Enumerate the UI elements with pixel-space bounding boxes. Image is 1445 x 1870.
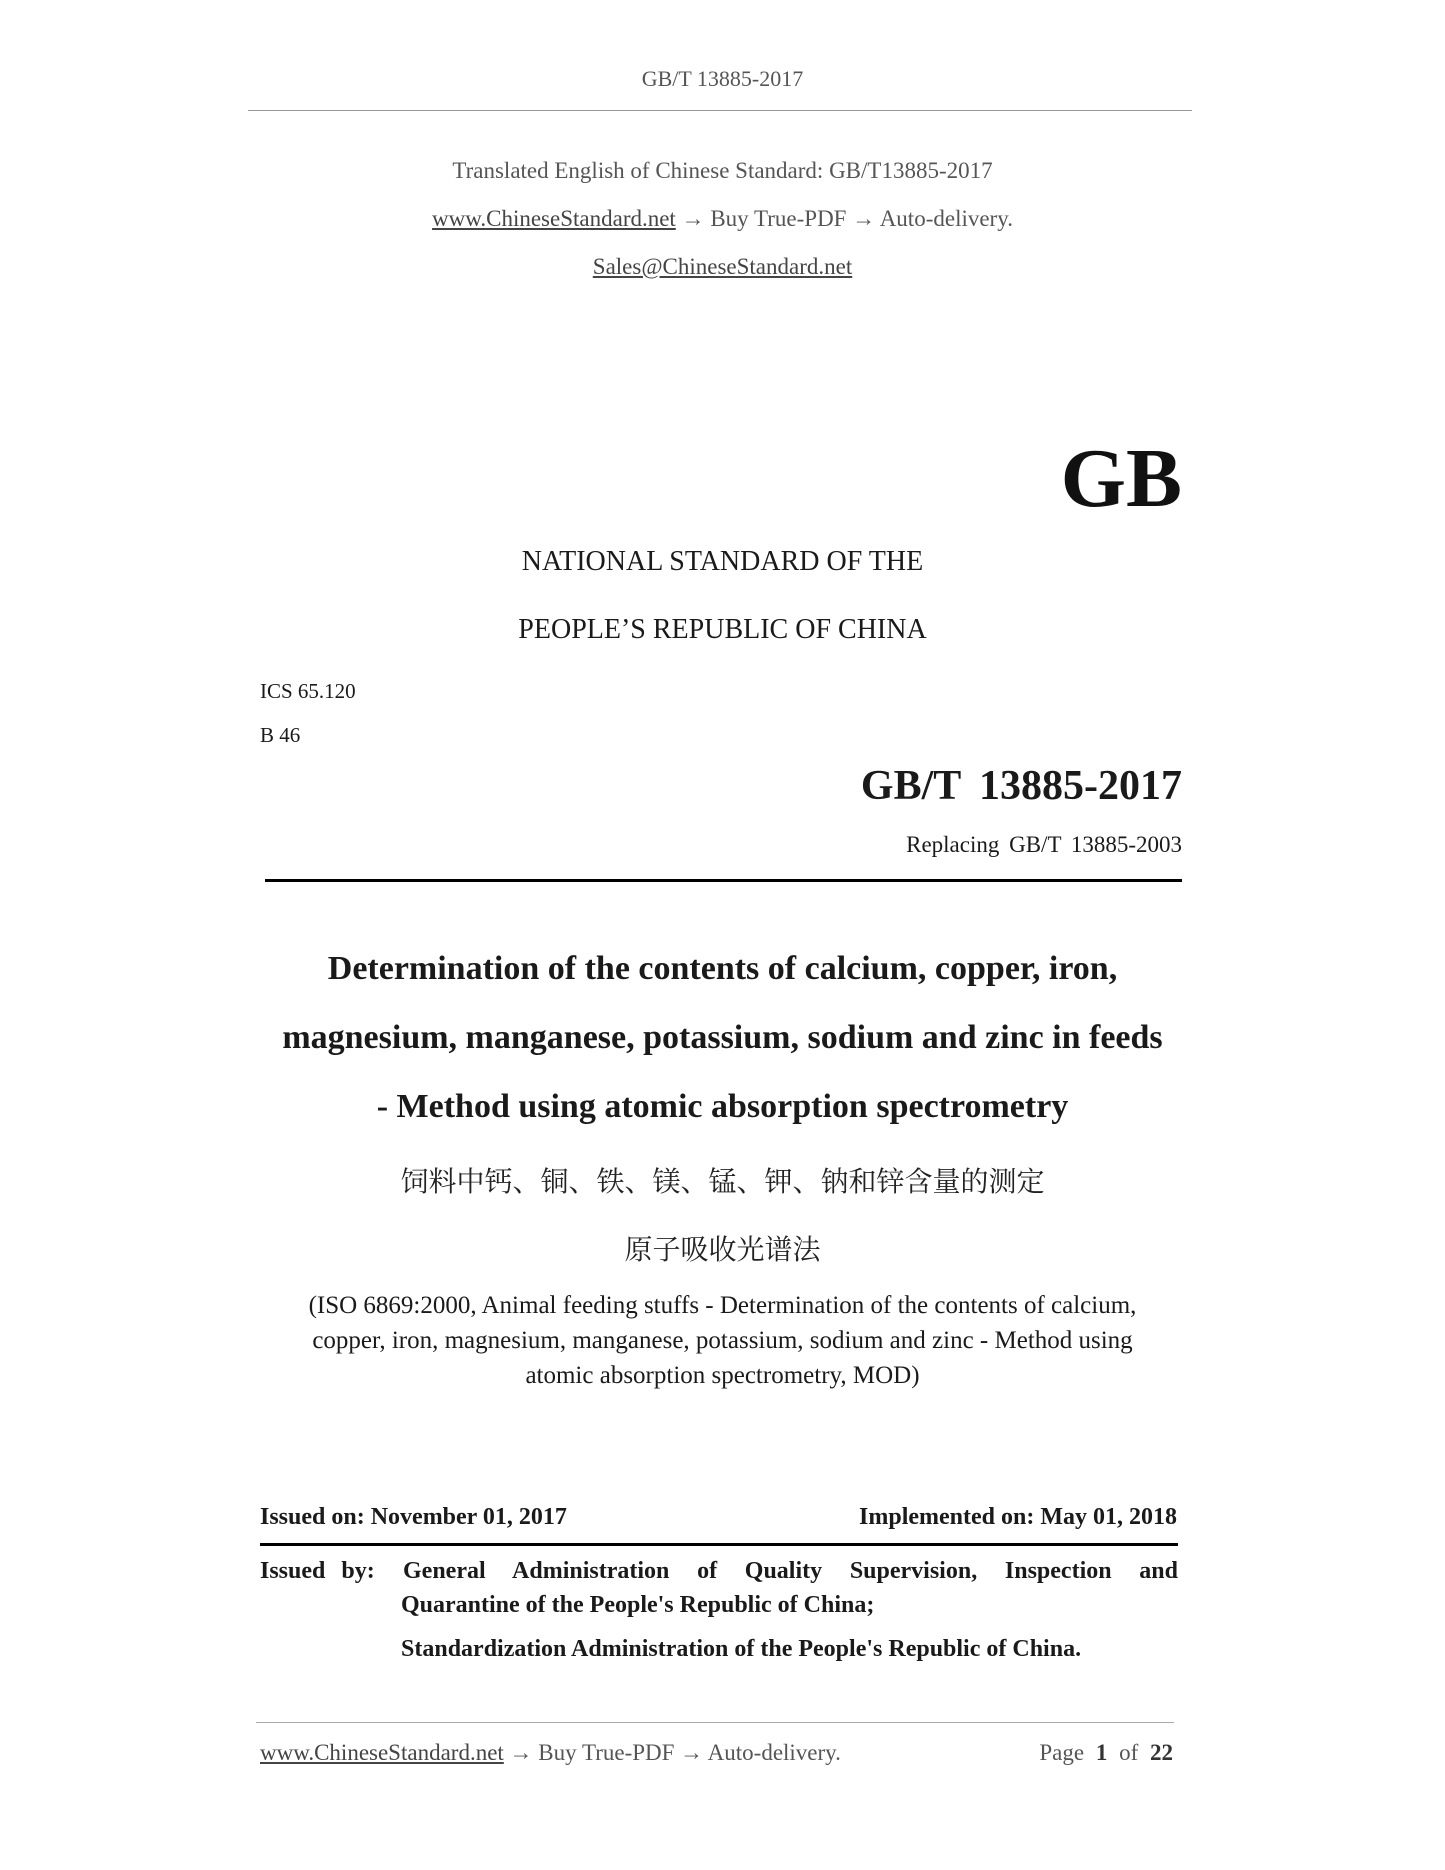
standard-number: GB/T 13885-2017 xyxy=(860,763,1182,809)
issued-on-date: Issued on: November 01, 2017 xyxy=(260,1504,567,1530)
issuer-line-2: Quarantine of the People's Republic of China; xyxy=(401,1592,875,1618)
ccs-code: B 46 xyxy=(260,723,301,747)
footer-divider xyxy=(256,1722,1174,1723)
ics-code: ICS 65.120 xyxy=(260,679,356,703)
footer-buy-notice xyxy=(260,1740,841,1766)
page-total: 22 xyxy=(1150,1740,1173,1765)
page-label: Page xyxy=(1039,1740,1085,1765)
iso-reference-line-1: (ISO 6869:2000, Animal feeding stuffs - Determination of the contents of calcium, xyxy=(308,1292,1137,1319)
iso-reference-line-2: copper, iron, magnesium, manganese, potassium, sodium and zinc - Method using xyxy=(312,1327,1133,1354)
issuer-line-1: General Administration of Quality Supervision, Inspection and xyxy=(403,1558,1178,1584)
page-current: 1 xyxy=(1095,1740,1108,1765)
issued-by-label: Issued by: xyxy=(260,1558,375,1584)
title-en-line-1: Determination of the contents of calcium, copper, iron, xyxy=(327,950,1118,987)
title-en-line-2: magnesium, manganese, potassium, sodium and zinc in feeds xyxy=(282,1019,1163,1056)
title-divider xyxy=(265,879,1182,882)
issuer-line-3: Standardization Administration of the People's Republic of China. xyxy=(401,1636,1082,1662)
footer-buy-text: → Buy True-PDF → Auto-delivery. xyxy=(509,1740,841,1765)
translation-notice: Translated English of Chinese Standard: GB/T13885-2017 xyxy=(452,158,993,183)
footer-site-link[interactable]: www.ChineseStandard.net xyxy=(260,1740,504,1765)
national-standard-line-1: NATIONAL STANDARD OF THE xyxy=(521,546,924,577)
iso-reference-line-3: atomic absorption spectrometry, MOD) xyxy=(525,1362,920,1389)
title-cn-line-1: 饲料中钙、铜、铁、镁、锰、钾、钠和锌含量的测定 xyxy=(400,1165,1045,1198)
issue-divider xyxy=(260,1543,1178,1546)
header-divider xyxy=(248,110,1192,111)
national-standard-line-2: PEOPLE’S REPUBLIC OF CHINA xyxy=(518,614,927,645)
iso-reference xyxy=(270,1288,1175,1393)
buy-text: → Buy True-PDF → Auto-delivery. xyxy=(681,206,1013,231)
replacing-note: Replacing GB/T 13885-2003 xyxy=(906,832,1182,857)
running-header: GB/T 13885-2017 xyxy=(641,66,804,91)
title-en-line-3: - Method using atomic absorption spectrometry xyxy=(376,1088,1069,1125)
site-link[interactable]: www.ChineseStandard.net xyxy=(432,206,676,231)
page-indicator xyxy=(1039,1740,1173,1766)
sales-line xyxy=(0,254,1445,280)
implemented-on-date: Implemented on: May 01, 2018 xyxy=(859,1504,1177,1530)
gb-logo: GB xyxy=(1060,432,1182,525)
title-cn-line-2: 原子吸收光谱法 xyxy=(624,1233,821,1266)
sales-email-link[interactable]: Sales@ChineseStandard.net xyxy=(592,254,853,279)
page-of: of xyxy=(1119,1740,1139,1765)
buy-notice xyxy=(0,206,1445,232)
